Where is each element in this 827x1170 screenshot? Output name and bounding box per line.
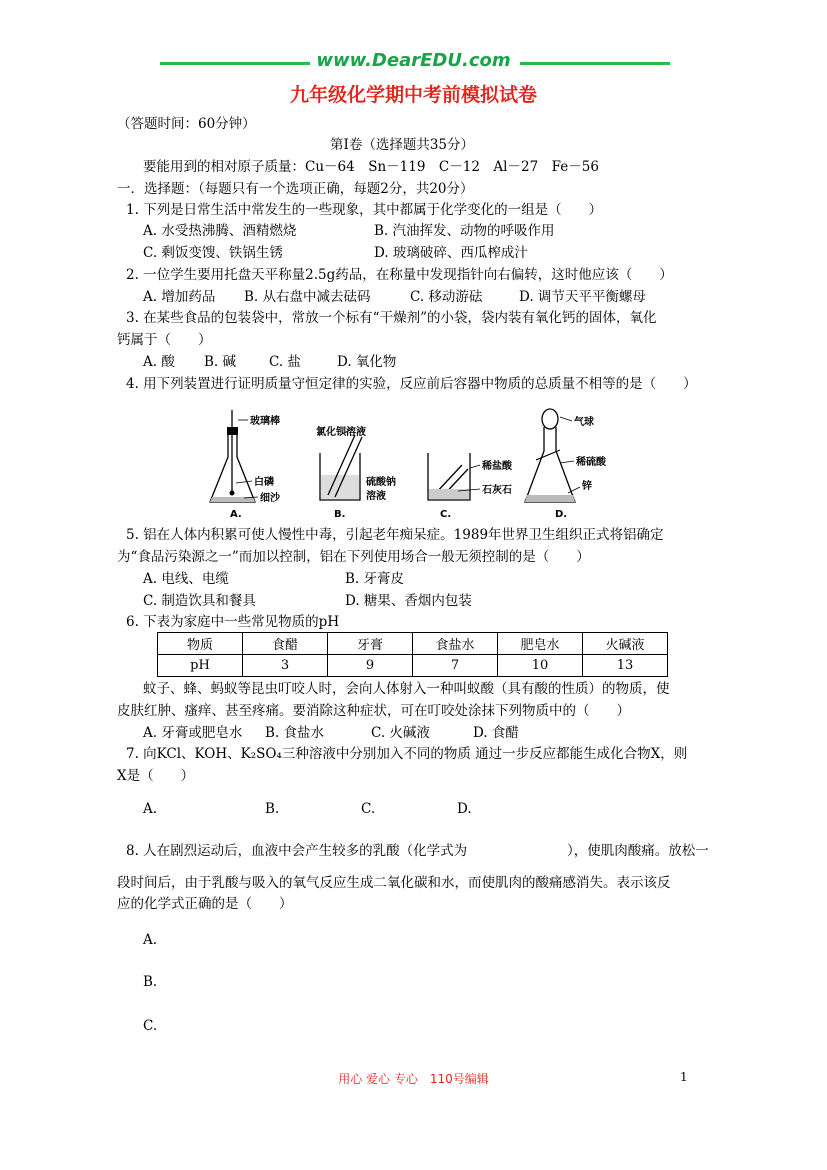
q3-option-a: A. 酸	[143, 354, 175, 370]
q1-option-c: C. 剩饭变馊、铁锅生锈	[143, 245, 283, 261]
apparatus-d-label-3: 锌	[582, 481, 592, 492]
table-cell: 火碱液	[583, 633, 668, 655]
q5-option-a: A. 电线、电缆	[143, 571, 229, 587]
q7-stem-line1: 7. 向KCl、KOH、K₂SO₄三种溶液中分别加入不同的物质 通过一步反应都能生成化合物X，则	[126, 746, 688, 762]
q3-stem-line2: 钙属于（ ）	[117, 332, 212, 348]
q1-option-a: A. 水受热沸腾、酒精燃烧	[143, 223, 297, 239]
atomic-mass-note: 要能用到的相对原子质量：Cu－64 Sn－119 C－12 Al－27 Fe－56	[143, 159, 599, 175]
q3-stem-line1: 3. 在某些食品的包装袋中，常放一个标有“干燥剂”的小袋，袋内装有氧化钙的固体，氧化	[126, 310, 657, 326]
apparatus-a-label-1: 玻璃棒	[250, 416, 280, 427]
q4-apparatus-figure	[200, 405, 620, 520]
q8-stem-line1a: 8. 人在剧烈运动后，血液中会产生较多的乳酸（化学式为	[126, 843, 468, 859]
table-cell: 9	[328, 655, 413, 677]
q6-paragraph-line1: 蚊子、蜂、蚂蚁等昆虫叮咬人时，会向人体射入一种叫蚁酸（具有酸的性质）的物质，使	[143, 681, 670, 697]
part1-heading: 一．选择题：（每题只有一个选项正确，每题2分，共20分）	[117, 181, 474, 197]
apparatus-c-label-1: 稀盐酸	[482, 461, 512, 472]
apparatus-c	[428, 453, 513, 520]
page-number: 1	[680, 1070, 688, 1084]
q1-option-d: D. 玻璃破碎、西瓜榨成汁	[374, 245, 528, 261]
apparatus-a-label-2: 白磷	[254, 477, 274, 488]
q7-option-c: C.	[361, 801, 376, 817]
apparatus-d-label-1: 气球	[574, 417, 594, 428]
apparatus-c-label-2: 石灰石	[482, 485, 512, 496]
table-cell: 食盐水	[413, 633, 498, 655]
table-cell: 7	[413, 655, 498, 677]
table-row	[158, 633, 668, 655]
page-title: 九年级化学期中考前模拟试卷	[289, 84, 537, 106]
table-cell: 10	[498, 655, 583, 677]
time-note: （答题时间：60分钟）	[117, 116, 256, 132]
table-cell: pH	[158, 655, 243, 677]
table-cell: 13	[583, 655, 668, 677]
apparatus-d	[525, 409, 607, 520]
table-cell: 物质	[158, 633, 243, 655]
footer-text: 用心 爱心 专心 110号编辑	[338, 1072, 489, 1086]
q6-option-d: D. 食醋	[473, 725, 519, 741]
apparatus-b-label-2: 硫酸钠	[366, 477, 396, 488]
apparatus-b-label-1: 氯化钡溶液	[316, 427, 366, 438]
q8-option-c: C.	[143, 1018, 158, 1034]
q5-option-b: B. 牙膏皮	[345, 571, 405, 587]
q5-option-d: D. 糖果、香烟内包装	[345, 593, 472, 609]
q8-stem-line2: 段时间后，由于乳酸与吸入的氧气反应生成二氧化碳和水，而使肌肉的酸痛感消失。表示该反	[117, 875, 671, 891]
table-cell: 牙膏	[328, 633, 413, 655]
q6-option-b: B. 食盐水	[265, 725, 325, 741]
q1-stem: 1. 下列是日常生活中常发生的一些现象，其中都属于化学变化的一组是（ ）	[126, 202, 603, 218]
q2-option-a: A. 增加药品	[143, 289, 216, 305]
q3-option-b: B. 碱	[204, 354, 237, 370]
table-cell: 食醋	[243, 633, 328, 655]
q7-option-b: B.	[265, 801, 280, 817]
apparatus-a-caption: A.	[230, 509, 242, 520]
q5-stem-line1: 5. 铝在人体内积累可使人慢性中毒，引起老年痴呆症。1989年世界卫生组织正式将铝确定	[126, 527, 664, 543]
q3-option-d: D. 氧化物	[337, 354, 397, 370]
q6-option-a: A. 牙膏或肥皂水	[143, 725, 243, 741]
q6-paragraph-line2: 皮肤红肿、瘙痒、甚至疼痛。要消除这种症状，可在叮咬处涂抹下列物质中的（ ）	[117, 703, 630, 719]
q5-option-c: C. 制造饮具和餐具	[143, 593, 256, 609]
q5-stem-line2: 为“食品污染源之一”而加以控制，铝在下列使用场合一般无须控制的是（ ）	[117, 549, 590, 565]
q8-stem-line1b: ），使肌肉酸痛。放松一	[567, 843, 709, 859]
ph-table	[157, 632, 668, 677]
q6-stem: 6. 下表为家庭中一些常见物质的pH	[126, 614, 340, 630]
site-logo: www.DearEDU.com	[316, 50, 511, 71]
q6-option-c: C. 火碱液	[371, 725, 430, 741]
q7-option-d: D.	[457, 801, 472, 817]
q7-stem-line2: X是（ ）	[117, 768, 195, 784]
q4-stem: 4. 用下列装置进行证明质量守恒定律的实验，反应前后容器中物质的总质量不相等的是（ ）	[126, 376, 697, 392]
q2-stem: 2. 一位学生要用托盘天平称量2.5g药品，在称量中发现指针向右偏转，这时他应该（ ）	[126, 267, 673, 283]
q8-option-b: B.	[143, 974, 158, 990]
q8-option-a: A.	[143, 932, 158, 948]
q7-option-a: A.	[143, 801, 158, 817]
q2-option-d: D. 调节天平平衡螺母	[519, 289, 646, 305]
q8-stem-line3: 应的化学式正确的是（ ）	[117, 896, 293, 912]
apparatus-b-label-3: 溶液	[366, 491, 386, 502]
apparatus-b	[316, 425, 396, 520]
table-row	[158, 655, 668, 677]
apparatus-d-caption: D.	[555, 509, 568, 520]
apparatus-b-caption: B.	[334, 509, 346, 520]
q2-option-b: B. 从右盘中减去砝码	[244, 289, 371, 305]
table-cell: 肥皂水	[498, 633, 583, 655]
apparatus-c-caption: C.	[440, 509, 452, 520]
table-cell: 3	[243, 655, 328, 677]
section-title: 第Ⅰ卷（选择题共35分）	[330, 137, 475, 153]
q3-option-c: C. 盐	[269, 354, 301, 370]
q1-option-b: B. 汽油挥发、动物的呼吸作用	[374, 223, 555, 239]
apparatus-a-label-3: 细沙	[260, 493, 280, 504]
q2-option-c: C. 移动游砝	[410, 289, 483, 305]
apparatus-a	[210, 410, 281, 520]
apparatus-d-label-2: 稀硫酸	[576, 457, 606, 468]
